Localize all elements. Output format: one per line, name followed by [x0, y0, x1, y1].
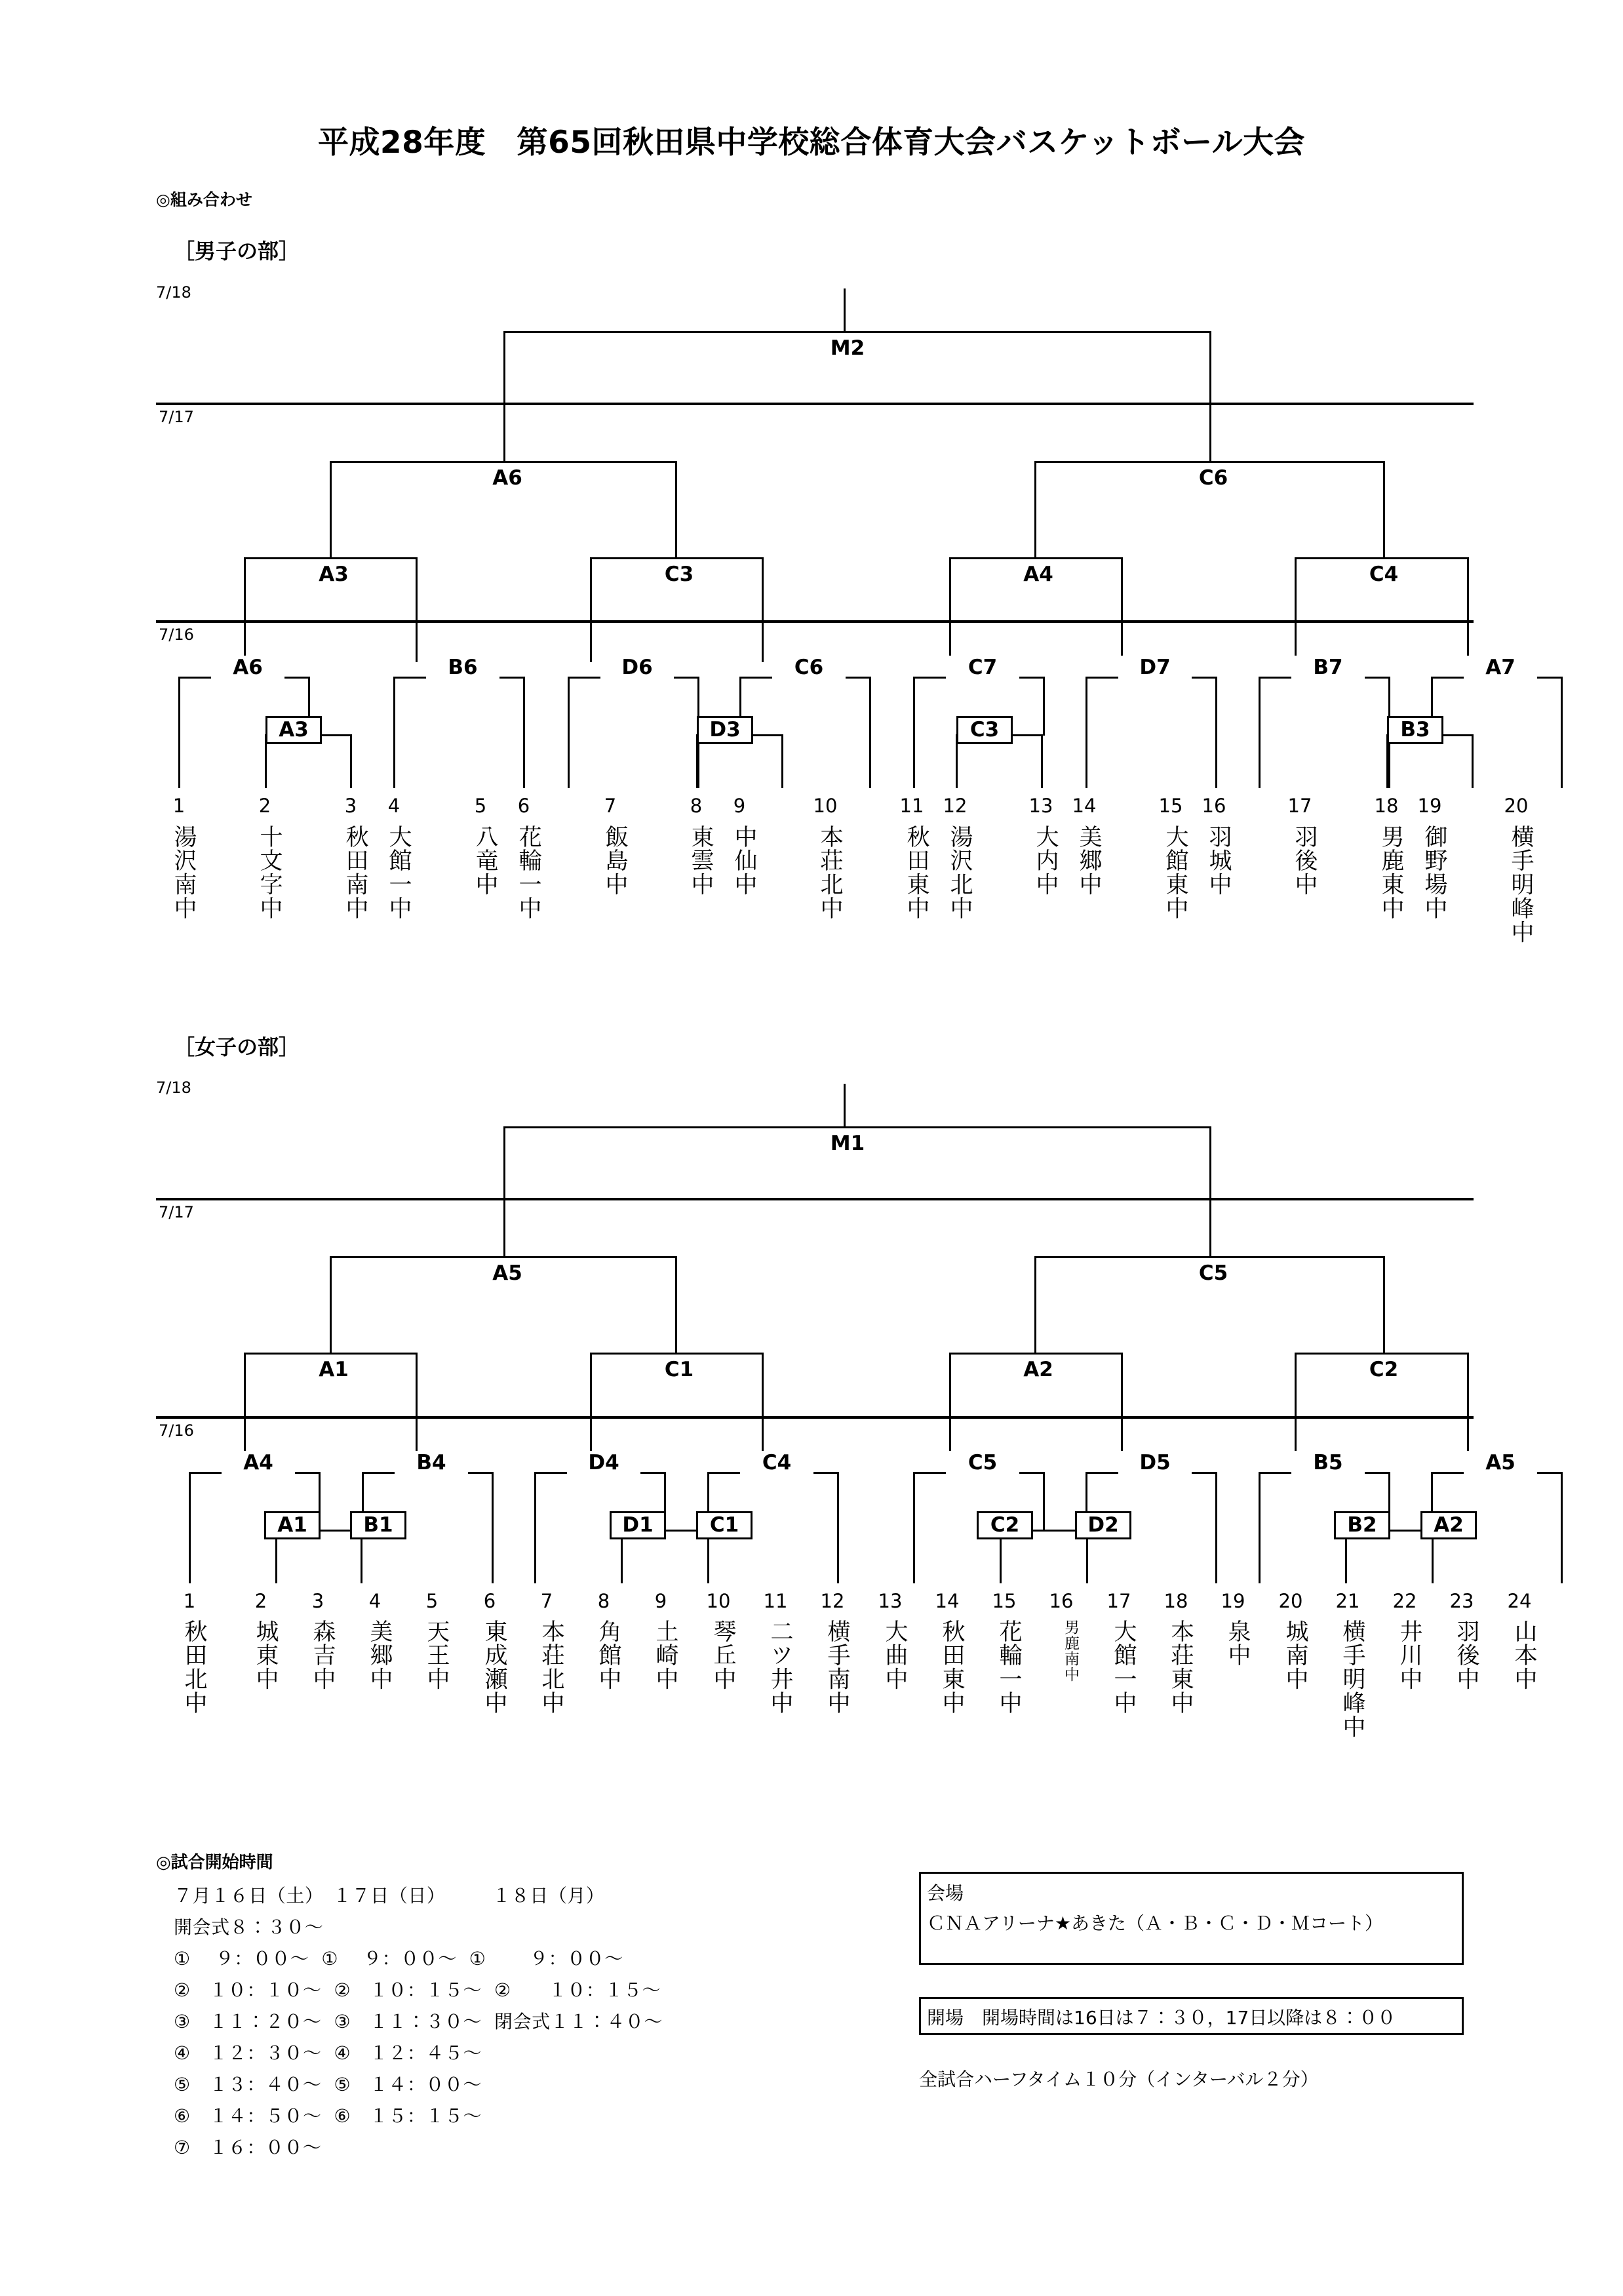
schedule-row: ② １０：１０〜 ② １０：１５〜 ② １０：１５〜	[174, 1979, 661, 2001]
mens-seed-num: 7	[604, 795, 617, 817]
venue-label: 会場	[927, 1882, 964, 1904]
womens-r2-6-leg2	[1215, 1472, 1217, 1583]
mens-team-name: 花輪一中	[515, 825, 541, 920]
mens-final-leg-left	[503, 331, 505, 462]
womens-team-name: 横手明峰中	[1339, 1619, 1365, 1739]
womens-seed-num: 22	[1392, 1590, 1417, 1612]
womens-seed-num: 15	[992, 1590, 1017, 1612]
schedule-row: ① ９：００〜 ① ９：００〜 ① ９：００〜	[174, 1948, 623, 1969]
womens-seed-num: 12	[820, 1590, 845, 1612]
womens-team-name: 本荘北中	[538, 1619, 564, 1715]
womens-r2-2-leg2	[492, 1472, 494, 1583]
womens-qf1-leg1	[244, 1353, 246, 1457]
mens-seed-num: 4	[387, 795, 401, 817]
mens-r2-6-leg2	[1215, 677, 1217, 788]
womens-node-r1-C1: C1	[696, 1511, 753, 1539]
mens-qf3-leg1	[949, 557, 951, 662]
womens-team-name: 城南中	[1282, 1619, 1308, 1692]
womens-sf-right-leg1	[1034, 1256, 1036, 1355]
womens-seed-num: 6	[483, 1590, 496, 1612]
mens-r1-2-leg2	[781, 734, 783, 788]
womens-team-name: 男鹿南中	[1062, 1619, 1079, 1682]
mens-final-leg-right	[1209, 331, 1211, 462]
schedule-row: ⑤ １３：４０〜 ⑤ １４：００〜	[174, 2074, 482, 2095]
mens-node-r2-D6: D6	[600, 656, 674, 679]
womens-qf3-leg1	[949, 1353, 951, 1457]
womens-divider-716	[156, 1416, 1474, 1419]
mens-node-C3: C3	[642, 563, 716, 586]
womens-final-leg-right	[1209, 1126, 1211, 1257]
mens-node-A4: A4	[1002, 563, 1075, 586]
mens-r2-2-leg1	[393, 677, 395, 788]
mens-qf3-leg2	[1121, 557, 1123, 662]
mens-seed-num: 12	[943, 795, 968, 817]
womens-final-leg-left	[503, 1126, 505, 1257]
womens-node-r2-B4: B4	[395, 1451, 468, 1475]
mens-node-M2: M2	[811, 336, 884, 360]
schedule-heading: ◎試合開始時間	[156, 1853, 273, 1872]
schedule-row: ③ １１：２０〜 ③ １１：３０〜 閉会式１１：４０〜	[174, 2011, 663, 2032]
womens-seed-num: 19	[1221, 1590, 1245, 1612]
mens-seed-num: 9	[733, 795, 746, 817]
mens-seed-num: 3	[344, 795, 357, 817]
womens-node-r1-A1: A1	[264, 1511, 321, 1539]
kumiawase-label: ◎組み合わせ	[156, 190, 252, 209]
mens-qf-bridge-3	[949, 557, 1123, 559]
mens-team-name: 横手明峰中	[1508, 825, 1534, 944]
mens-r2-8-leg2	[1561, 677, 1563, 788]
mens-team-name: 秋田南中	[342, 825, 368, 920]
womens-seed-num: 11	[763, 1590, 788, 1612]
womens-node-r2-A5: A5	[1464, 1451, 1537, 1475]
mens-qf4-leg2	[1467, 557, 1469, 662]
womens-node-r1-D1: D1	[610, 1511, 666, 1539]
mens-seed-num: 20	[1504, 795, 1529, 817]
womens-team-name: 秋田東中	[939, 1619, 965, 1715]
venue-name: ＣＮＡアリーナ★あきた（Ａ・Ｂ・Ｃ・Ｄ・Ｍコート）	[927, 1912, 1383, 1934]
womens-seed-num: 17	[1106, 1590, 1131, 1612]
womens-seed-num: 10	[706, 1590, 731, 1612]
womens-qf-bridge-2	[590, 1353, 764, 1355]
womens-node-r2-A4: A4	[222, 1451, 295, 1475]
mens-node-r1-B3: B3	[1387, 716, 1443, 744]
mens-seed-num: 17	[1287, 795, 1312, 817]
mens-final-stem	[844, 288, 846, 332]
mens-qf1-leg2	[416, 557, 418, 662]
mens-date-716: 7/16	[156, 625, 197, 644]
womens-qf1-leg2	[416, 1353, 418, 1457]
mens-r1-4-leg2	[1472, 734, 1474, 788]
womens-seed-num: 8	[597, 1590, 610, 1612]
mens-seed-num: 1	[172, 795, 186, 817]
womens-node-r2-C5: C5	[946, 1451, 1019, 1475]
mens-team-name: 羽城中	[1205, 825, 1232, 897]
womens-node-r1-C2: C2	[977, 1511, 1033, 1539]
womens-seed-num: 13	[878, 1590, 903, 1612]
mens-node-A6: A6	[471, 466, 544, 490]
mens-sf-left-leg2	[675, 461, 677, 559]
womens-qf4-leg2	[1467, 1353, 1469, 1457]
mens-final-bridge	[503, 331, 1211, 333]
womens-qf-bridge-4	[1295, 1353, 1468, 1355]
mens-qf1-leg1	[244, 557, 246, 662]
mens-date-718: 7/18	[156, 283, 191, 302]
womens-qf2-leg2	[762, 1353, 764, 1457]
mens-qf-bridge-1	[244, 557, 418, 559]
schedule-row: ⑥ １４：５０〜 ⑥ １５：１５〜	[174, 2105, 482, 2127]
mens-team-name: 秋田東中	[903, 825, 929, 920]
mens-node-r2-B7: B7	[1291, 656, 1365, 679]
mens-divider-717	[156, 403, 1474, 405]
womens-node-r2-D5: D5	[1118, 1451, 1192, 1475]
womens-team-name: 泉中	[1224, 1619, 1251, 1667]
womens-final-bridge	[503, 1126, 1211, 1128]
womens-team-name: 羽後中	[1453, 1619, 1479, 1692]
mens-r2-6-leg1	[1085, 677, 1087, 788]
womens-seed-num: 7	[540, 1590, 553, 1612]
mens-team-name: 大館東中	[1162, 825, 1188, 920]
womens-qf2-leg1	[590, 1353, 592, 1457]
womens-date-716: 7/16	[156, 1421, 197, 1440]
mens-seed-num: 13	[1028, 795, 1053, 817]
mens-node-r2-B6: B6	[426, 656, 499, 679]
womens-seed-num: 14	[935, 1590, 960, 1612]
womens-seed-num: 2	[254, 1590, 267, 1612]
womens-team-name: 山本中	[1511, 1619, 1537, 1692]
mens-team-name: 八竜中	[472, 825, 498, 897]
mens-node-r1-D3: D3	[697, 716, 753, 744]
mens-sf-bridge-left	[330, 461, 677, 463]
mens-seed-num: 6	[517, 795, 530, 817]
mens-seed-num: 15	[1158, 795, 1183, 817]
mens-r2-3-leg1	[568, 677, 570, 788]
womens-node-C5: C5	[1177, 1261, 1250, 1285]
womens-team-name: 大館一中	[1110, 1619, 1137, 1715]
mens-node-r1-C3: C3	[956, 716, 1013, 744]
mens-section-label: ［男子の部］	[174, 239, 300, 264]
mens-r1-1-leg2	[350, 734, 352, 788]
mens-seed-num: 2	[258, 795, 271, 817]
womens-node-A5: A5	[471, 1261, 544, 1285]
womens-seed-num: 20	[1278, 1590, 1303, 1612]
mens-r2-2-leg2	[523, 677, 525, 788]
womens-seed-num: 16	[1049, 1590, 1074, 1612]
womens-qf4-leg1	[1295, 1353, 1297, 1457]
mens-qf2-leg1	[590, 557, 592, 662]
mens-node-C6: C6	[1177, 466, 1250, 490]
mens-seed-num: 11	[899, 795, 924, 817]
womens-node-M1: M1	[811, 1132, 884, 1155]
mens-team-name: 中仙中	[731, 825, 757, 897]
mens-team-name: 羽後中	[1291, 825, 1318, 897]
mens-node-C4: C4	[1347, 563, 1420, 586]
mens-sf-right-leg1	[1034, 461, 1036, 559]
mens-team-name: 美郷中	[1076, 825, 1102, 897]
womens-sf-bridge-right	[1034, 1256, 1385, 1258]
womens-qf-bridge-1	[244, 1353, 418, 1355]
womens-team-name: 井川中	[1396, 1619, 1422, 1692]
mens-divider-716	[156, 620, 1474, 623]
mens-team-name: 男鹿東中	[1378, 825, 1404, 920]
mens-team-name: 十文字中	[256, 825, 283, 920]
mens-team-name: 東雲中	[688, 825, 714, 897]
womens-node-r1-B1: B1	[350, 1511, 406, 1539]
schedule-columns-header: ７月１６日（土） １７日（日） １８日（月）	[174, 1885, 605, 1907]
womens-team-name: 城東中	[252, 1619, 279, 1692]
mens-date-717: 7/17	[156, 408, 197, 426]
womens-team-name: 花輪一中	[996, 1619, 1022, 1715]
womens-node-A2: A2	[1002, 1358, 1075, 1381]
mens-node-r2-D7: D7	[1118, 656, 1192, 679]
mens-qf4-leg1	[1295, 557, 1297, 662]
womens-team-name: 横手南中	[824, 1619, 850, 1715]
womens-date-717: 7/17	[156, 1203, 197, 1221]
womens-r2-1-leg1	[189, 1472, 191, 1583]
mens-team-name: 本荘北中	[817, 825, 843, 920]
womens-team-name: 美郷中	[366, 1619, 393, 1692]
womens-seed-num: 3	[311, 1590, 324, 1612]
womens-r2-4-leg2	[837, 1472, 839, 1583]
mens-seed-num: 10	[813, 795, 838, 817]
mens-sf-right-leg2	[1383, 461, 1385, 559]
mens-node-r1-A3: A3	[265, 716, 322, 744]
womens-section-label: ［女子の部］	[174, 1035, 300, 1059]
womens-seed-num: 5	[425, 1590, 439, 1612]
womens-seed-num: 24	[1507, 1590, 1532, 1612]
mens-node-A3: A3	[297, 563, 370, 586]
womens-sf-left-leg1	[330, 1256, 332, 1355]
mens-sf-left-leg1	[330, 461, 332, 559]
page-title: 平成28年度 第65回秋田県中学校総合体育大会バスケットボール大会	[317, 125, 1306, 161]
womens-final-stem	[844, 1084, 846, 1127]
mens-seed-num: 5	[474, 795, 487, 817]
womens-node-r2-C4: C4	[740, 1451, 813, 1475]
womens-sf-left-leg2	[675, 1256, 677, 1355]
womens-node-r2-B5: B5	[1291, 1451, 1365, 1475]
mens-node-r2-C6: C6	[772, 656, 846, 679]
mens-qf-bridge-4	[1295, 557, 1468, 559]
mens-r2-1-leg1	[178, 677, 180, 788]
mens-node-r2-C7: C7	[946, 656, 1019, 679]
womens-qf-bridge-3	[949, 1353, 1123, 1355]
schedule-row: ④ １２：３０〜 ④ １２：４５〜	[174, 2042, 482, 2064]
mens-team-name: 大館一中	[385, 825, 412, 920]
mens-r2-7-leg1	[1259, 677, 1261, 788]
womens-r2-3-leg1	[534, 1472, 536, 1583]
halftime-note: 全試合ハーフタイム１０分（インターバル２分）	[919, 2068, 1319, 2090]
womens-team-name: 東成瀬中	[481, 1619, 507, 1715]
mens-seed-num: 8	[690, 795, 703, 817]
womens-team-name: 二ツ井中	[767, 1619, 793, 1715]
womens-divider-717	[156, 1198, 1474, 1200]
mens-r2-5-leg2	[1043, 677, 1045, 736]
womens-seed-num: 4	[368, 1590, 381, 1612]
womens-sf-right-leg2	[1383, 1256, 1385, 1355]
womens-r2-5-leg1	[913, 1472, 915, 1583]
mens-team-name: 御野場中	[1421, 825, 1447, 920]
mens-team-name: 大内中	[1032, 825, 1059, 897]
womens-team-name: 大曲中	[882, 1619, 908, 1692]
mens-node-r2-A6: A6	[211, 656, 284, 679]
womens-seed-num: 18	[1163, 1590, 1188, 1612]
womens-seed-num: 21	[1335, 1590, 1360, 1612]
womens-r2-5-leg2	[1043, 1472, 1045, 1531]
womens-date-718: 7/18	[156, 1079, 191, 1097]
womens-team-name: 森吉中	[309, 1619, 336, 1692]
womens-node-r1-D2: D2	[1075, 1511, 1131, 1539]
womens-node-C1: C1	[642, 1358, 716, 1381]
womens-r2-8-leg2	[1561, 1472, 1563, 1583]
womens-team-name: 天王中	[423, 1619, 450, 1692]
womens-team-name: 本荘東中	[1167, 1619, 1194, 1715]
mens-seed-num: 16	[1202, 795, 1226, 817]
mens-team-name: 湯沢北中	[947, 825, 973, 920]
womens-qf3-leg2	[1121, 1353, 1123, 1457]
womens-seed-num: 23	[1449, 1590, 1474, 1612]
womens-team-name: 角館中	[595, 1619, 621, 1692]
mens-qf2-leg2	[762, 557, 764, 662]
mens-seed-num: 19	[1417, 795, 1442, 817]
mens-r2-4-leg2	[869, 677, 871, 788]
mens-r1-3-leg2	[1041, 734, 1043, 788]
womens-node-C2: C2	[1347, 1358, 1420, 1381]
mens-seed-num: 14	[1072, 795, 1097, 817]
mens-sf-bridge-right	[1034, 461, 1385, 463]
schedule-opening: 開会式８：３０〜	[174, 1916, 324, 1938]
open-time-label: 開場 開場時間は16日は７：３０，17日以降は８：００	[927, 2007, 1396, 2029]
mens-team-name: 飯島中	[602, 825, 628, 897]
womens-node-r1-A2: A2	[1420, 1511, 1477, 1539]
womens-team-name: 秋田北中	[181, 1619, 207, 1715]
schedule-row: ⑦ １６：００〜	[174, 2137, 322, 2158]
mens-r2-5-leg1	[913, 677, 915, 788]
mens-seed-num: 18	[1374, 795, 1399, 817]
womens-node-A1: A1	[297, 1358, 370, 1381]
womens-seed-num: 9	[654, 1590, 667, 1612]
womens-team-name: 琴丘中	[710, 1619, 736, 1692]
womens-seed-num: 1	[183, 1590, 196, 1612]
mens-qf-bridge-2	[590, 557, 764, 559]
mens-node-r2-A7: A7	[1464, 656, 1537, 679]
womens-node-r1-B2: B2	[1334, 1511, 1390, 1539]
womens-sf-bridge-left	[330, 1256, 677, 1258]
womens-r2-7-leg1	[1259, 1472, 1261, 1583]
mens-team-name: 湯沢南中	[170, 825, 197, 920]
womens-node-r2-D4: D4	[567, 1451, 640, 1475]
womens-team-name: 土崎中	[652, 1619, 678, 1692]
